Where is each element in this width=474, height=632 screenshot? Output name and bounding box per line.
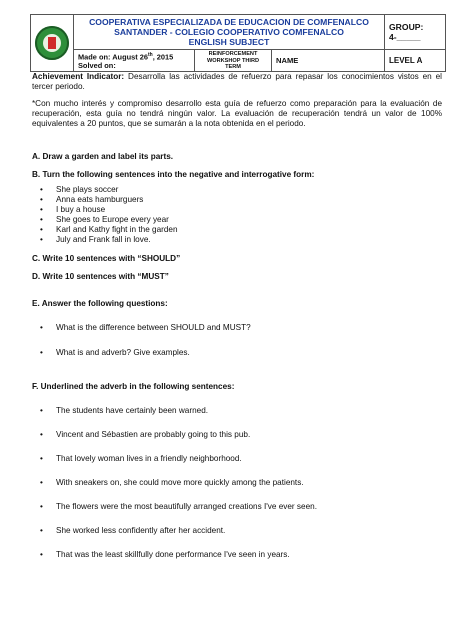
level-cell: [385, 50, 446, 72]
achievement-indicator: [32, 72, 442, 92]
indicator-text: Desarrolla las actividades de refuerzo para repasar los conocimientos vistos en el tercer periodo.: [32, 72, 442, 91]
section-a-heading: A. Draw a garden and label its parts.: [32, 152, 174, 161]
section-d-heading: D. Write 10 sentences with “MUST”: [32, 272, 169, 281]
list-item: • The students have certainly been warned.: [32, 406, 442, 430]
commitment-note: *Con mucho interés y compromiso desarrollo esta guía de refuerzo como preparación para la evaluación de recuperación, esta guía no tendrá ningún valor. La evaluación de recuperación tendrá un valor de 100% equivalentes a 20 puntos, que se sumarán a la nota obtenida en el periodo.: [32, 99, 442, 128]
list-item: • Vincent and Sébastien are probably going to this pub.: [32, 430, 442, 454]
header-table: [30, 14, 446, 72]
name-field[interactable]: [272, 50, 385, 71]
section-c-heading: C. Write 10 sentences with “SHOULD”: [32, 254, 181, 263]
workshop-line-3: TERM: [225, 63, 241, 70]
section-f-list: [32, 406, 442, 574]
indicator-label: Achievement Indicator:: [32, 72, 125, 81]
group-value: 4-_____: [389, 32, 421, 42]
group-label: GROUP:: [389, 22, 424, 32]
info-row: [74, 50, 385, 72]
title-line-1: COOPERATIVA ESPECIALIZADA DE EDUCACION DE COMFENALCO: [89, 17, 369, 27]
list-item: • July and Frank fall in love.: [32, 235, 442, 245]
list-item: • With sneakers on, she could move more quickly among the patients.: [32, 478, 442, 502]
school-title: [74, 15, 385, 50]
made-on-sup: th: [147, 52, 153, 58]
list-item: • That was the least skillfully done performance I've seen in years.: [32, 550, 442, 574]
made-on-label: Made on: August 26: [78, 52, 148, 62]
group-cell: [385, 15, 446, 50]
list-item: • The flowers were the most beautifully arranged creations I've ever seen.: [32, 502, 442, 526]
school-logo: [31, 15, 74, 72]
workshop-line-2: WORKSHOP THIRD: [206, 57, 260, 64]
name-label: NAME: [276, 56, 299, 66]
list-item: • What is the difference between SHOULD and MUST?: [32, 323, 442, 348]
list-item: • I buy a house: [32, 205, 442, 215]
solved-on-label: Solved on:: [78, 60, 116, 70]
section-b-list: [32, 185, 442, 245]
dates-cell: [74, 50, 195, 71]
made-on-year: , 2015: [152, 52, 174, 62]
title-line-3: ENGLISH SUBJECT: [188, 37, 270, 47]
level-label: LEVEL A: [389, 56, 423, 66]
list-item: • Anna eats hamburguers: [32, 195, 442, 205]
logo-emblem-icon: [35, 26, 69, 60]
workshop-line-1: REINFORCEMENT: [208, 51, 258, 58]
list-item: • What is and adverb? Give examples.: [32, 348, 442, 373]
section-e-list: [32, 323, 442, 373]
list-item: • Karl and Kathy fight in the garden: [32, 225, 442, 235]
section-f-heading: F. Underlined the adverb in the following sentences:: [32, 382, 235, 391]
list-item: • That lovely woman lives in a friendly neighborhood.: [32, 454, 442, 478]
title-line-2: SANTANDER - COLEGIO COOPERATIVO COMFENALCO: [114, 27, 344, 37]
list-item: • She goes to Europe every year: [32, 215, 442, 225]
section-b-heading: B. Turn the following sentences into the negative and interrogative form:: [32, 170, 315, 179]
list-item: • She plays soccer: [32, 185, 442, 195]
section-e-heading: E. Answer the following questions:: [32, 299, 168, 308]
list-item: • She worked less confidently after her accident.: [32, 526, 442, 550]
workshop-cell: [195, 50, 272, 71]
